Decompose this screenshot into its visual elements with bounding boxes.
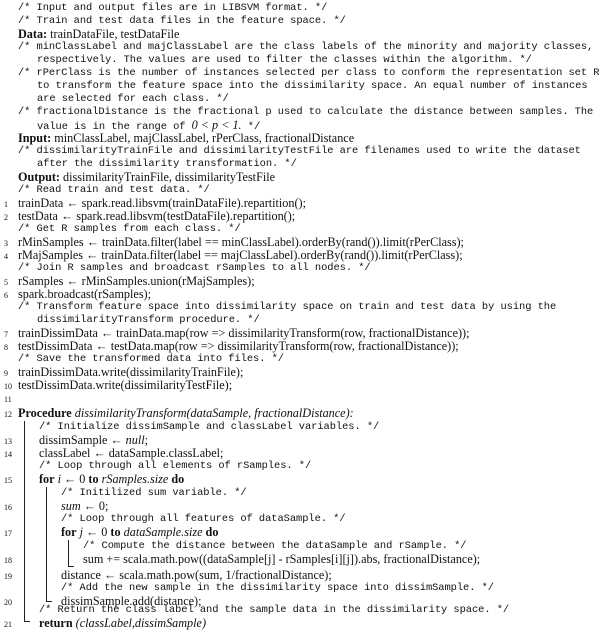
comment-text: /* Return the class label and the sample data in the dissimilarity space. */: [39, 604, 510, 616]
line-number: 21: [4, 620, 12, 629]
comment-text: to transform the feature space into the dissimilarity space. An equal number of instances: [37, 80, 588, 92]
comment-text: /* rPerClass is the number of instances selected per class to conform the representation set R: [18, 67, 600, 79]
comment-text: /* Initialize dissimSample and classLabel variables. */: [39, 421, 380, 433]
comment-text: are selected for each class. */: [37, 93, 229, 105]
comment-text: /* Save the transformed data into files. */: [18, 353, 284, 365]
comment-text: /* minClassLabel and majClassLabel are the class labels of the minority and majority classes,: [18, 41, 594, 53]
comment-text: /* Loop through all features of dataSample. */: [61, 513, 346, 525]
line-number: 9: [4, 369, 8, 378]
code-text: rMinSamples ← trainData.filter(label == minClassLabel).orderBy(rand()).limit(rPerClass);: [18, 235, 464, 249]
do-keyword: do: [205, 525, 219, 539]
input-label: Input:: [18, 131, 52, 145]
code-text: rSamples ← rMinSamples.union(rMajSamples);: [18, 274, 255, 288]
procedure-keyword: Procedure: [18, 406, 72, 420]
line-number: 2: [4, 213, 8, 222]
code-text: ;: [144, 433, 149, 447]
line-number: 14: [4, 450, 12, 459]
math-range: 0 < p < 1.: [191, 118, 242, 132]
data-value: trainDataFile, testDataFile: [50, 27, 180, 41]
code-text: dissimSample ←: [39, 433, 126, 447]
comment-text: /* Initilized sum variable. */: [61, 487, 247, 499]
comment-text: /* fractionalDistance is the fractional p used to calculate the distance between samples. The: [18, 106, 594, 118]
do-keyword: do: [171, 472, 185, 486]
loop-var: i: [57, 472, 61, 486]
line-number: 13: [4, 437, 12, 446]
loop-range: dataSample.size: [123, 525, 203, 539]
sum-var: sum: [61, 499, 81, 513]
loop-init: ← 0: [61, 472, 89, 486]
output-value: dissimilarityTrainFile, dissimilarityTestFile: [63, 170, 276, 184]
comment-text: /* Join R samples and broadcast rSamples to all nodes. */: [18, 262, 371, 274]
to-keyword: to: [110, 525, 121, 539]
code-text: testDissimData.write(dissimilarityTestFile);: [18, 378, 233, 392]
comment-text: /* Add the new sample in the dissimilarity space into dissimSample. */: [61, 582, 494, 594]
for-keyword: for: [61, 525, 77, 539]
line-number: 18: [4, 556, 12, 565]
procedure-signature: dissimilarityTransform(dataSample, fractionalDistance):: [74, 406, 354, 420]
line-number: 17: [4, 529, 12, 538]
loop-range: rSamples.size: [101, 472, 169, 486]
code-text: trainDissimData.write(dissimilarityTrainFile);: [18, 365, 244, 379]
code-text: rMajSamples ← trainData.filter(label == majClassLabel).orderBy(rand()).limit(rPerClass);: [18, 248, 463, 262]
comment-text: respectively. The values are used to filter the classes within the algorithm. */: [37, 54, 532, 66]
comment-text: /* Input and output files are in LIBSVM format. */: [18, 2, 328, 14]
loop-var: j: [79, 525, 83, 539]
comment-text: /* Train and test data files in the feature space. */: [18, 15, 346, 27]
return-keyword: return: [39, 616, 73, 630]
comment-text: dissimilarityTransform procedure. */: [37, 314, 260, 326]
line-number: 11: [4, 395, 12, 404]
code-text: dissimSample.add(distance);: [61, 594, 202, 608]
line-number: 7: [4, 330, 8, 339]
for-j-block-bracket: [68, 540, 74, 567]
data-label: Data:: [18, 27, 48, 41]
line-number: 3: [4, 239, 8, 248]
for-i-block-bracket: [46, 487, 52, 602]
comment-text: /* Get R samples from each class. */: [18, 223, 241, 235]
line-number: 6: [4, 291, 8, 300]
comment-text: /* Read train and test data. */: [18, 184, 210, 196]
comment-end: */: [241, 121, 261, 133]
loop-init: ← 0: [83, 525, 111, 539]
line-number: 8: [4, 343, 8, 352]
line-number: 5: [4, 278, 8, 287]
return-value: (classLabel,dissimSample): [75, 616, 207, 630]
for-keyword: for: [39, 472, 55, 486]
line-number: 1: [4, 200, 8, 209]
null-literal: null: [125, 433, 145, 447]
line-number: 10: [4, 382, 12, 391]
line-number: 19: [4, 572, 12, 581]
code-text: distance ← scala.math.pow(sum, 1/fractionalDistance);: [61, 568, 332, 582]
comment-text: /* Loop through all elements of rSamples. */: [39, 460, 312, 472]
code-text: trainData ← spark.read.libsvm(trainDataFile).repartition();: [18, 196, 306, 210]
comment-text: value is in the range of: [37, 121, 192, 133]
code-text: testData ← spark.read.libsvm(testDataFile).repartition();: [18, 209, 296, 223]
code-text: ← 0;: [80, 499, 109, 513]
code-text: testDissimData ← testData.map(row => dissimilarityTransform(row, fractionalDistance));: [18, 339, 459, 353]
code-text: trainDissimData ← trainData.map(row => dissimilarityTransform(row, fractionalDistance));: [18, 326, 470, 340]
comment-text: /* Compute the distance between the dataSample and rSample. */: [83, 540, 467, 552]
to-keyword: to: [88, 472, 99, 486]
procedure-block-bracket: [24, 421, 30, 622]
line-number: 15: [4, 476, 12, 485]
code-text: sum += scala.math.pow((dataSample[j] - rSamples[i][j]).abs, fractionalDistance);: [83, 552, 481, 566]
line-number: 20: [4, 598, 12, 607]
comment-text: /* Transform feature space into dissimilarity space on train and test data by using the: [18, 301, 557, 313]
code-text: classLabel ← dataSample.classLabel;: [39, 446, 224, 460]
line-number: 16: [4, 503, 12, 512]
line-number: 12: [4, 410, 12, 419]
comment-text: after the dissimilarity transformation. */: [37, 158, 297, 170]
code-text: spark.broadcast(rSamples);: [18, 287, 152, 301]
output-label: Output:: [18, 170, 60, 184]
line-number: 4: [4, 252, 8, 261]
comment-text: /* dissimilarityTrainFile and dissimilarityTestFile are filenames used to write the dataset: [18, 145, 581, 157]
input-value: minClassLabel, majClassLabel, rPerClass, fractionalDistance: [54, 131, 355, 145]
